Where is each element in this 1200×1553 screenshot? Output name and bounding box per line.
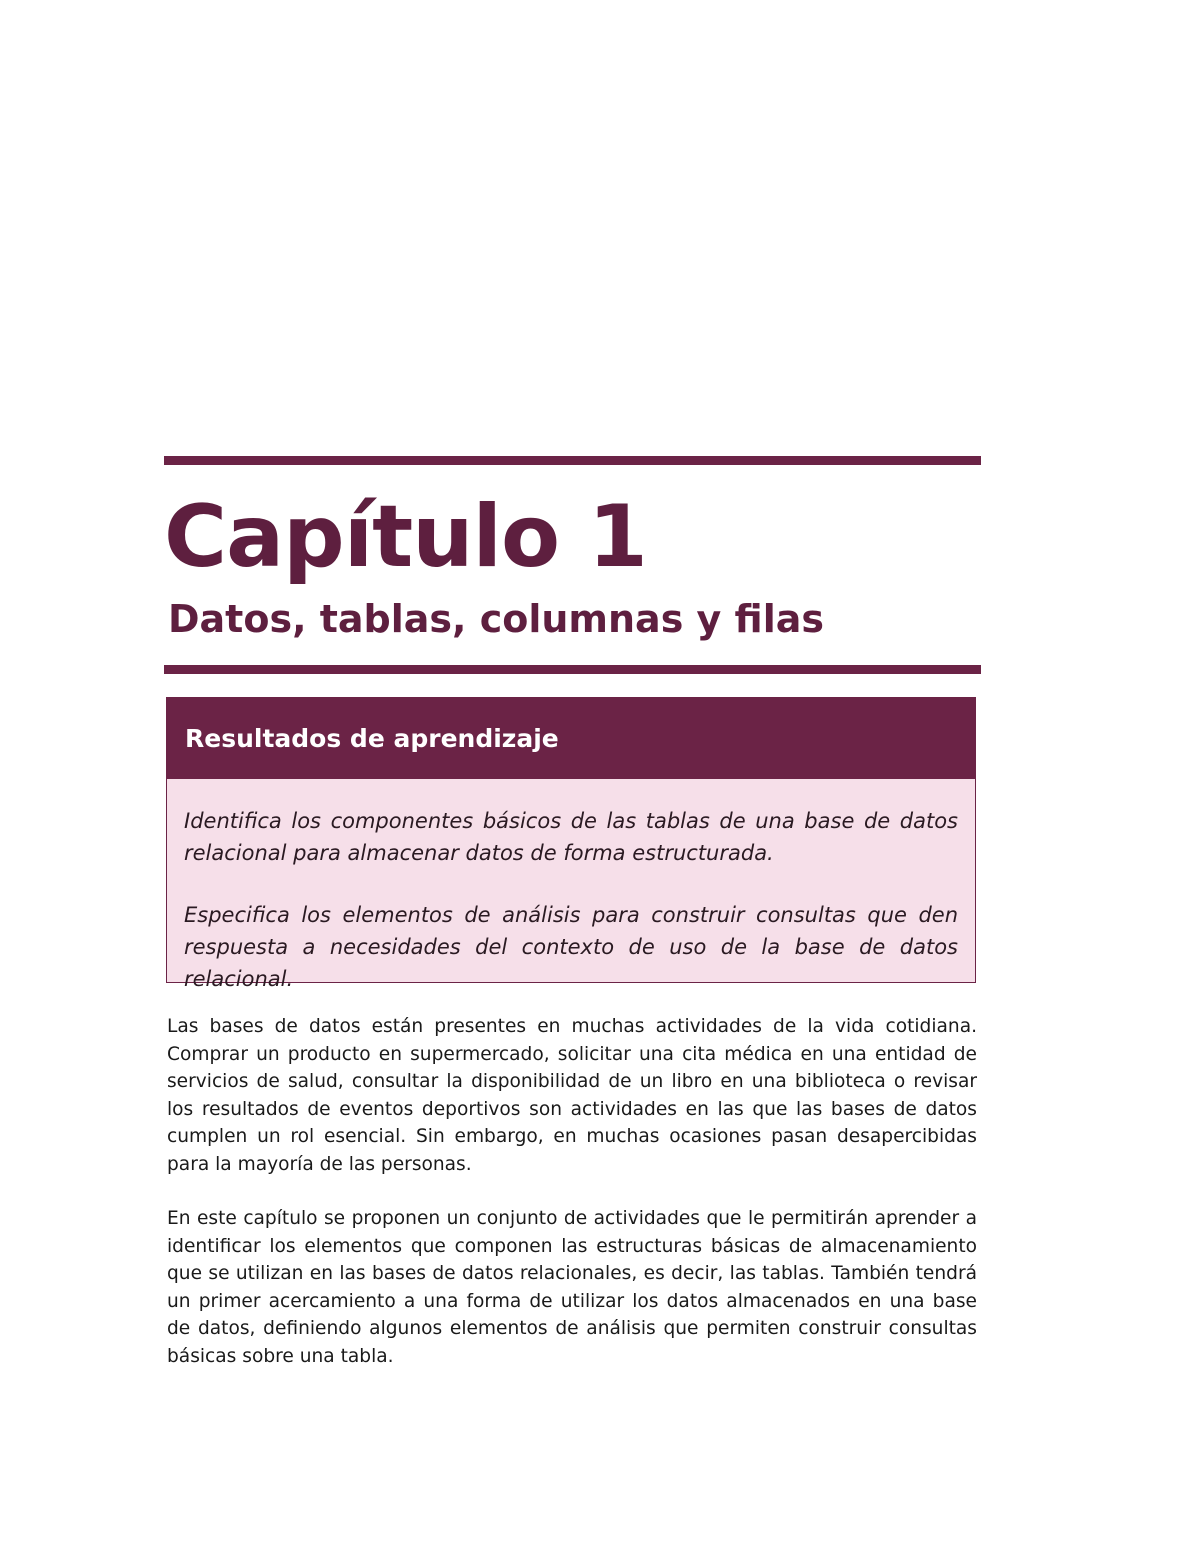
learning-outcomes-heading: Resultados de aprendizaje bbox=[167, 698, 975, 779]
bottom-divider-rule bbox=[164, 665, 981, 674]
learning-outcome-item: Identifica los componentes básicos de las tablas de una base de datos relacional para almacenar datos de forma estructurada. bbox=[184, 809, 958, 865]
chapter-title: Capítulo 1 bbox=[164, 487, 647, 587]
top-divider-rule bbox=[164, 456, 981, 465]
learning-outcome-item: Especifica los elementos de análisis para construir consultas que den respuesta a necesidades del contexto de uso de la base de datos relacional. bbox=[184, 903, 958, 991]
learning-outcomes-box bbox=[166, 697, 976, 991]
body-paragraph: En este capítulo se proponen un conjunto de actividades que le permitirán aprender a identificar los elementos que componen las estructuras básicas de almacenamiento que se utilizan en las bases de datos relacionales, es decir, las tablas. También tendrá un primer acercamiento a una forma de utilizar los datos almacenados en una base de datos, definiendo algunos elementos de análisis que permiten construir consultas básicas sobre una tabla. bbox=[167, 1208, 977, 1367]
chapter-subtitle: Datos, tablas, columnas y filas bbox=[168, 597, 825, 641]
body-paragraph: Las bases de datos están presentes en muchas actividades de la vida cotidiana. Comprar un producto en supermercado, solicitar una cita médica en una entidad de servicios de salud, consultar la disponibilidad de un libro en una biblioteca o revisar los resultados de eventos deportivos son actividades en las que las bases de datos cumplen un rol esencial. Sin embargo, en muchas ocasiones pasan desapercibidas para la mayoría de las personas. bbox=[167, 1016, 977, 1175]
